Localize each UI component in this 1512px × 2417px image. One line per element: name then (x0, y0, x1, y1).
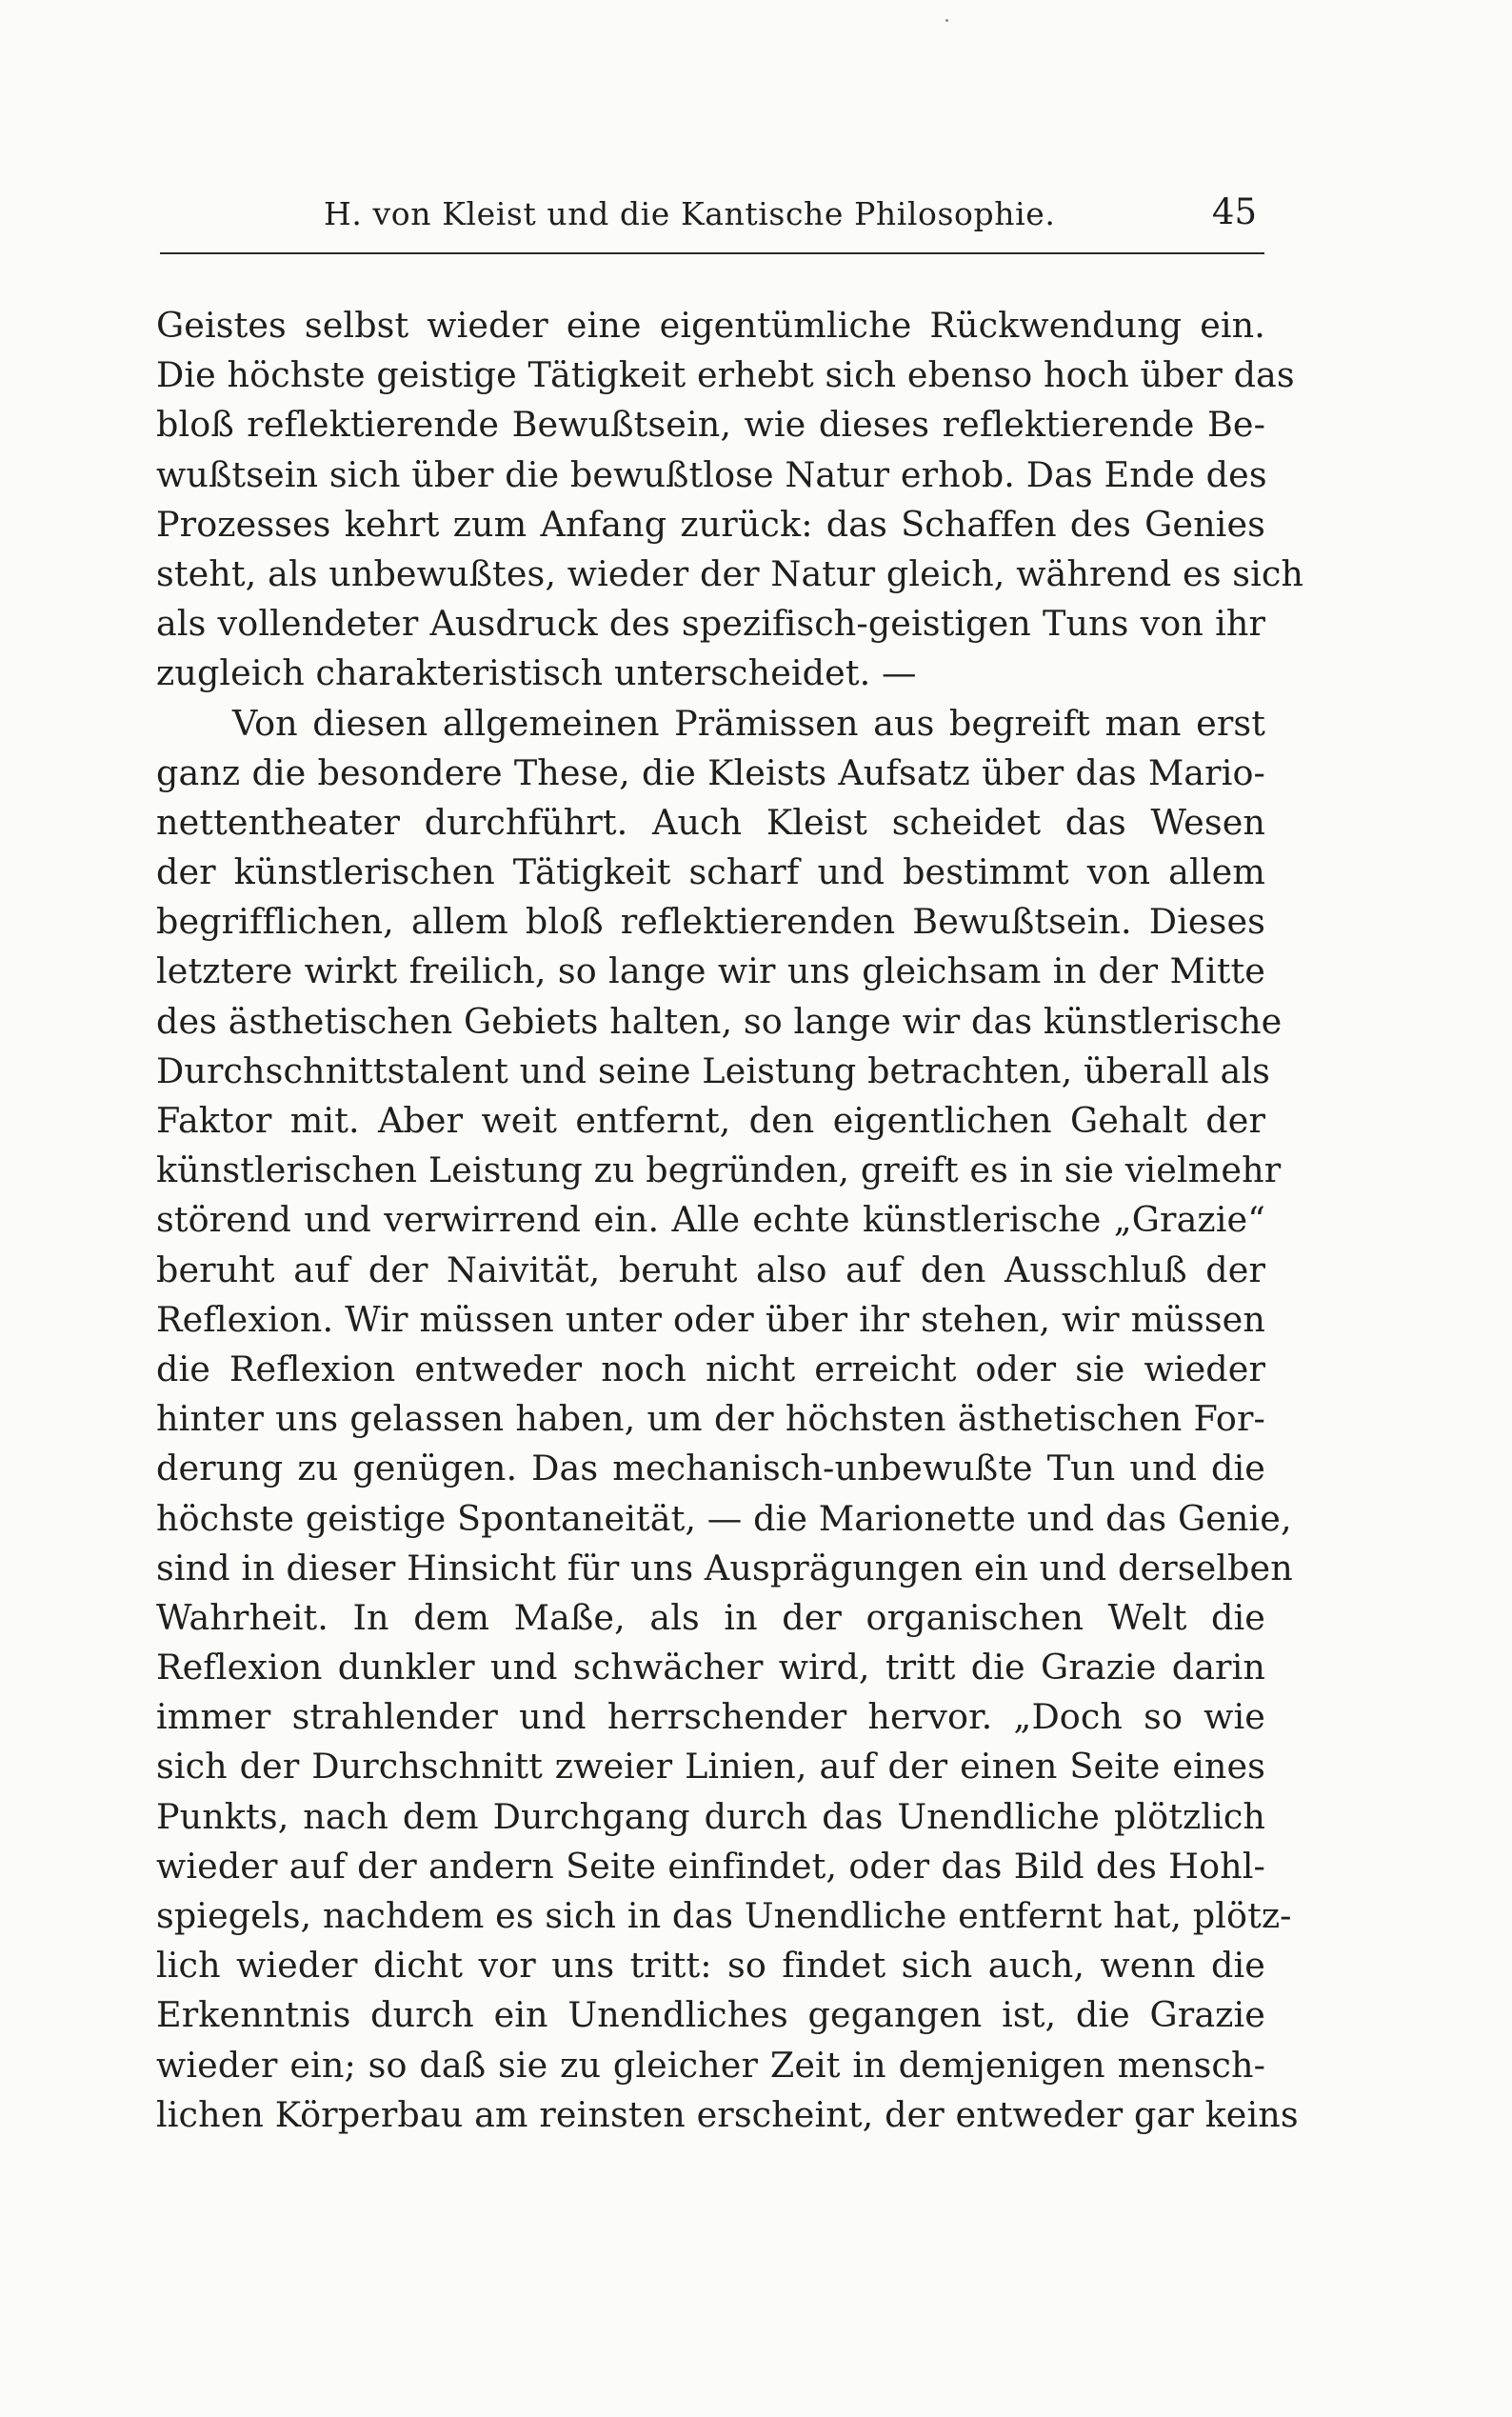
text-line: Reflexion dunkler und schwächer wird, tritt die Grazie darin (156, 1647, 1265, 1688)
text-line: ganz die besondere These, die Kleists Aufsatz über das Mario- (156, 751, 1265, 793)
text-line: wieder auf der andern Seite einfindet, oder das Bild des Hohl- (156, 1845, 1265, 1887)
text-line: der künstlerischen Tätigkeit scharf und bestimmt von allem (156, 851, 1265, 893)
text-line: Geistes selbst wieder eine eigentümliche Rückwendung ein. (156, 305, 1265, 346)
text-line: steht, als unbewußtes, wieder der Natur gleich, während es sich (156, 552, 1304, 594)
text-line: sich der Durchschnitt zweier Linien, auf der einen Seite eines (156, 1746, 1265, 1788)
text-line: immer strahlender und herrschender hervor. „Doch so wie (156, 1696, 1265, 1738)
text-line: künstlerischen Leistung zu begründen, greift es in sie vielmehr (156, 1149, 1282, 1191)
text-line: zugleich charakteristisch unterscheidet. — (156, 652, 917, 694)
running-title: H. von Kleist und die Kantische Philosophie. (324, 195, 1056, 232)
text-line: Durchschnittstalent und seine Leistung betrachten, überall als (156, 1049, 1270, 1091)
text-line: Prozesses kehrt zum Anfang zurück: das Schaffen des Genies (156, 503, 1265, 545)
text-line: störend und verwirrend ein. Alle echte künstlerische „Grazie“ (156, 1199, 1265, 1241)
text-line: wieder ein; so daß sie zu gleicher Zeit in demjenigen mensch- (156, 2044, 1265, 2086)
page-header (160, 191, 1264, 254)
text-line: Die höchste geistige Tätigkeit erhebt sich ebenso hoch über das (156, 354, 1295, 396)
text-line: als vollendeter Ausdruck des spezifisch-geistigen Tuns von ihr (156, 603, 1265, 645)
text-line: die Reflexion entweder noch nicht erreicht oder sie wieder (156, 1348, 1265, 1389)
text-line: Reflexion. Wir müssen unter oder über ihr stehen, wir müssen (156, 1298, 1265, 1340)
text-line: bloß reflektierende Bewußtsein, wie dieses reflektierende Be- (156, 404, 1265, 446)
text-line: begrifflichen, allem bloß reflektierenden Bewußtsein. Dieses (156, 901, 1265, 943)
text-line: Punkts, nach dem Durchgang durch das Unendliche plötzlich (156, 1795, 1265, 1837)
text-line: des ästhetischen Gebiets halten, so lange wir das künstlerische (156, 1000, 1283, 1042)
text-line: lich wieder dicht vor uns tritt: so findet sich auch, wenn die (156, 1945, 1265, 1987)
text-line: wußtsein sich über die bewußtlose Natur erhob. Das Ende des (156, 453, 1267, 495)
text-line: Erkenntnis durch ein Unendliches gegangen ist, die Grazie (156, 1994, 1265, 2036)
text-line: Von diesen allgemeinen Prämissen aus begreift man erst (232, 702, 1265, 744)
text-line: Faktor mit. Aber weit entfernt, den eigentlichen Gehalt der (156, 1100, 1265, 1141)
text-line: beruht auf der Naivität, beruht also auf den Ausschluß der (156, 1248, 1265, 1290)
text-line: nettentheater durchführt. Auch Kleist scheidet das Wesen (156, 801, 1265, 843)
text-line: derung zu genügen. Das mechanisch-unbewußte Tun und die (156, 1448, 1265, 1489)
text-line: höchste geistige Spontaneität, — die Marionette und das Genie, (156, 1497, 1292, 1539)
body-text (156, 301, 1304, 2140)
text-line: lichen Körperbau am reinsten erscheint, der entweder gar keins (156, 2093, 1299, 2135)
page-number: 45 (1211, 191, 1257, 232)
text-line: hinter uns gelassen haben, um der höchsten ästhetischen For- (156, 1398, 1265, 1440)
text-line: spiegels, nachdem es sich in das Unendliche entfernt hat, plötz- (156, 1895, 1292, 1936)
text-line: Wahrheit. In dem Maße, als in der organischen Welt die (156, 1596, 1265, 1638)
paper-speck (945, 19, 948, 22)
text-line: sind in dieser Hinsicht für uns Ausprägungen ein und derselben (156, 1547, 1293, 1588)
text-line: letztere wirkt freilich, so lange wir uns gleichsam in der Mitte (156, 950, 1265, 992)
